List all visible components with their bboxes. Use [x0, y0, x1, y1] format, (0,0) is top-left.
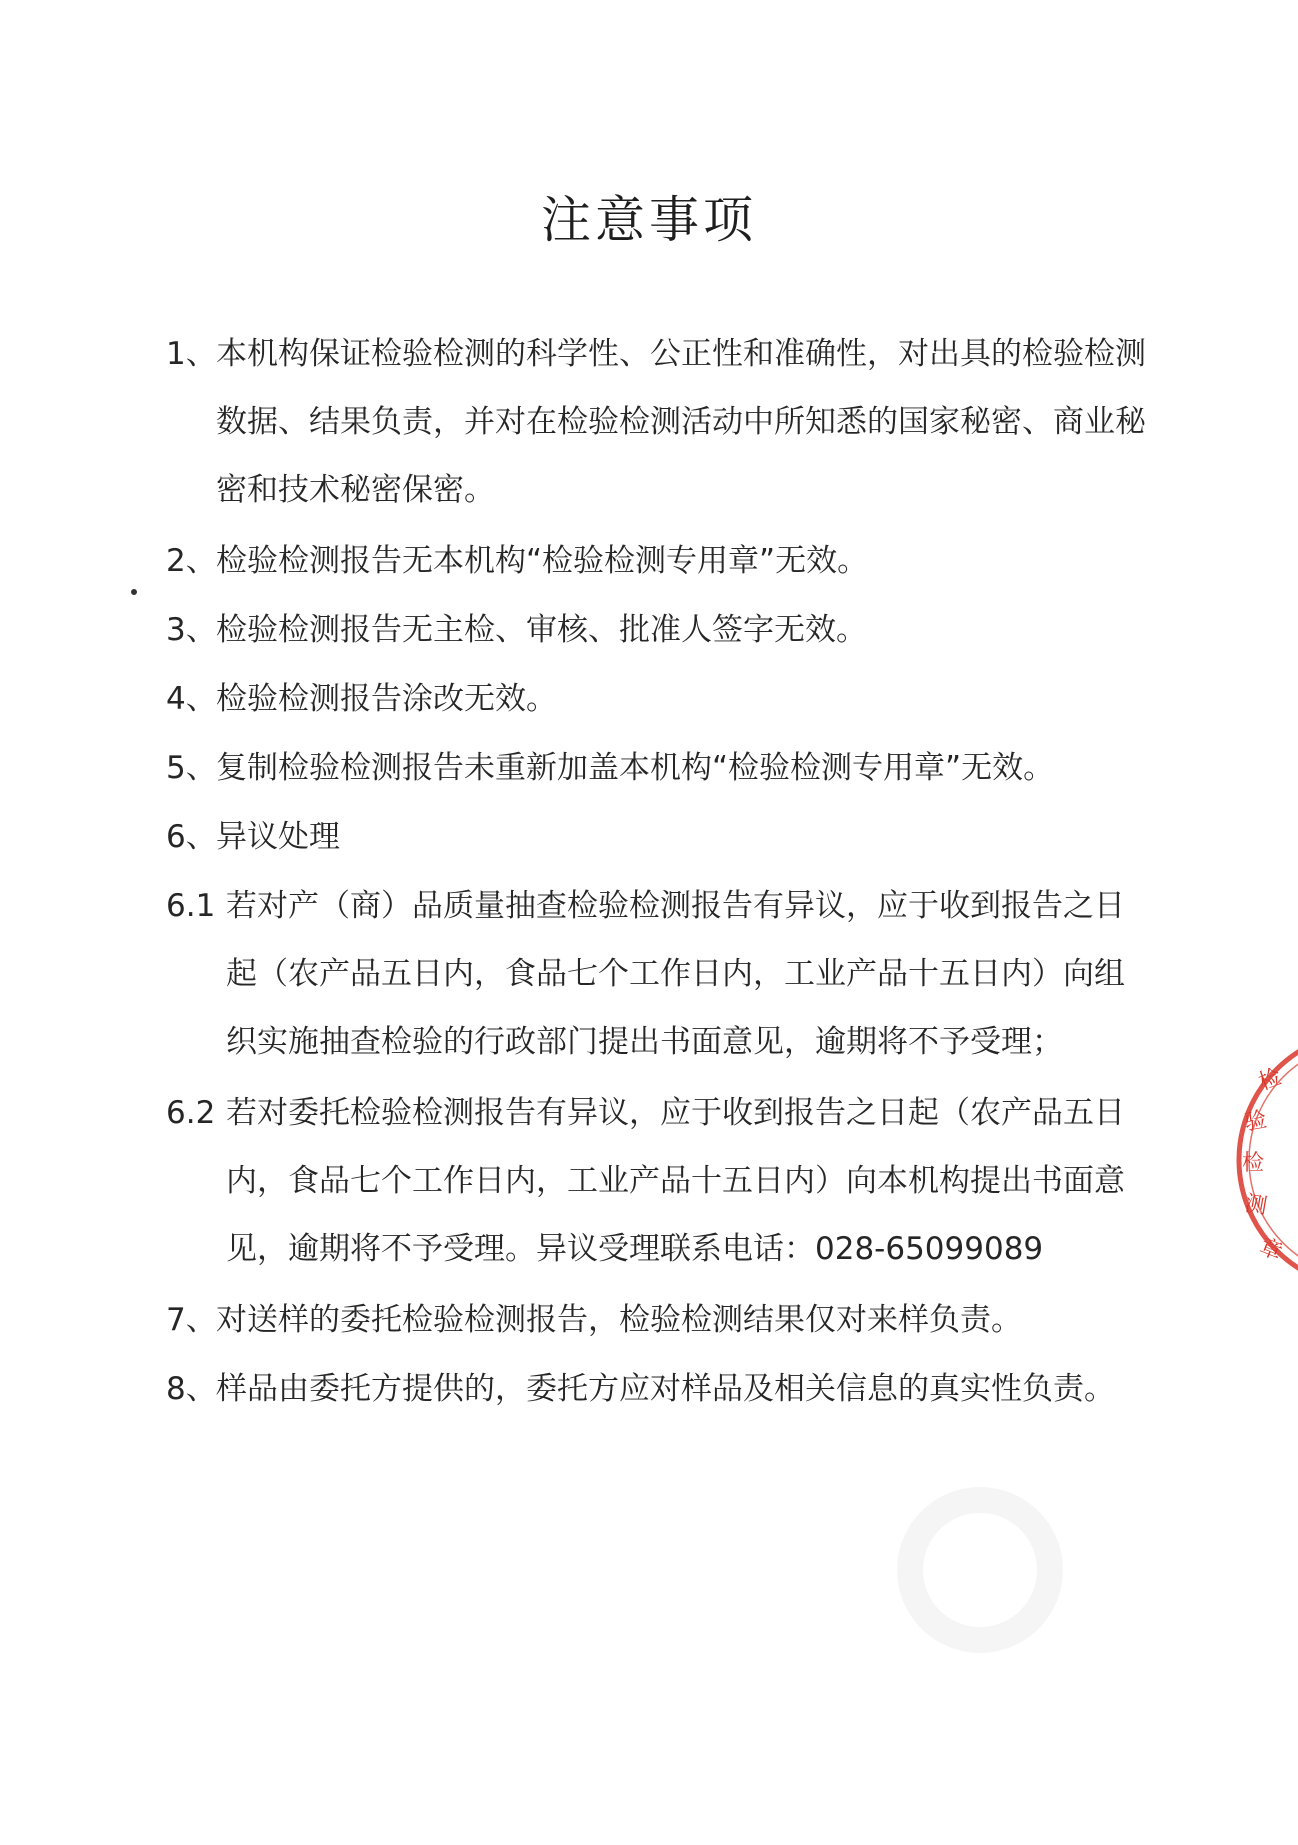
svg-text:章: 章	[1255, 1234, 1286, 1266]
item-number: 4、	[166, 681, 217, 717]
item-text: 检验检测报告无主检、审核、批准人签字无效。	[216, 612, 867, 648]
item-text: 本机构保证检验检测的科学性、公正性和准确性，对出具的检验检测数据、结果负责，并对在检验检测活动中所知悉的国家秘密、商业秘密和技术秘密保密。	[216, 336, 1146, 508]
item-number: 8、	[166, 1371, 217, 1407]
item-number: 7、	[166, 1302, 217, 1338]
item-number: 5、	[166, 750, 217, 786]
page-title: 注意事项	[541, 191, 757, 249]
item-text: 若对产（商）品质量抽查检验检测报告有异议，应于收到报告之日起（农产品五日内，食品七个工作日内，工业产品十五日内）向组织实施抽查检验的行政部门提出书面意见，逾期将不予受理；	[226, 888, 1125, 1060]
item-text: 异议处理	[216, 819, 340, 855]
watermark	[880, 1470, 1080, 1670]
item-number: 1、	[166, 336, 217, 372]
list-item	[166, 872, 1146, 1076]
svg-text:验: 验	[1242, 1107, 1269, 1136]
item-text: 对送样的委托检验检测报告，检验检测结果仅对来样负责。	[216, 1302, 1022, 1338]
svg-text:检: 检	[1255, 1064, 1285, 1096]
item-number: 6、	[166, 819, 217, 855]
item-text: 样品由委托方提供的，委托方应对样品及相关信息的真实性负责。	[216, 1371, 1115, 1407]
list-item	[166, 665, 1146, 733]
list-item	[166, 1355, 1146, 1423]
svg-text:检: 检	[1242, 1151, 1265, 1176]
item-number: 6.2	[166, 1095, 216, 1131]
item-text: 检验检测报告涂改无效。	[216, 681, 557, 717]
dot-mark	[128, 586, 140, 598]
item-text: 检验检测报告无本机构“检验检测专用章”无效。	[216, 543, 869, 579]
list-item	[166, 803, 1146, 871]
list-item	[166, 320, 1146, 524]
item-number: 3、	[166, 612, 217, 648]
list-item	[166, 1079, 1146, 1283]
list-item	[166, 734, 1146, 802]
list-item	[166, 596, 1146, 664]
item-text: 复制检验检测报告未重新加盖本机构“检验检测专用章”无效。	[216, 750, 1055, 786]
list-item	[166, 527, 1146, 595]
svg-text:测: 测	[1242, 1191, 1269, 1220]
item-number: 2、	[166, 543, 217, 579]
item-number: 6.1	[166, 888, 216, 924]
item-text: 若对委托检验检测报告有异议，应于收到报告之日起（农产品五日内，食品七个工作日内，工业产品十五日内）向本机构提出书面意见，逾期将不予受理。异议受理联系电话：028-65099089	[226, 1095, 1125, 1267]
official-seal	[1232, 1020, 1298, 1300]
list-item	[166, 1286, 1146, 1354]
